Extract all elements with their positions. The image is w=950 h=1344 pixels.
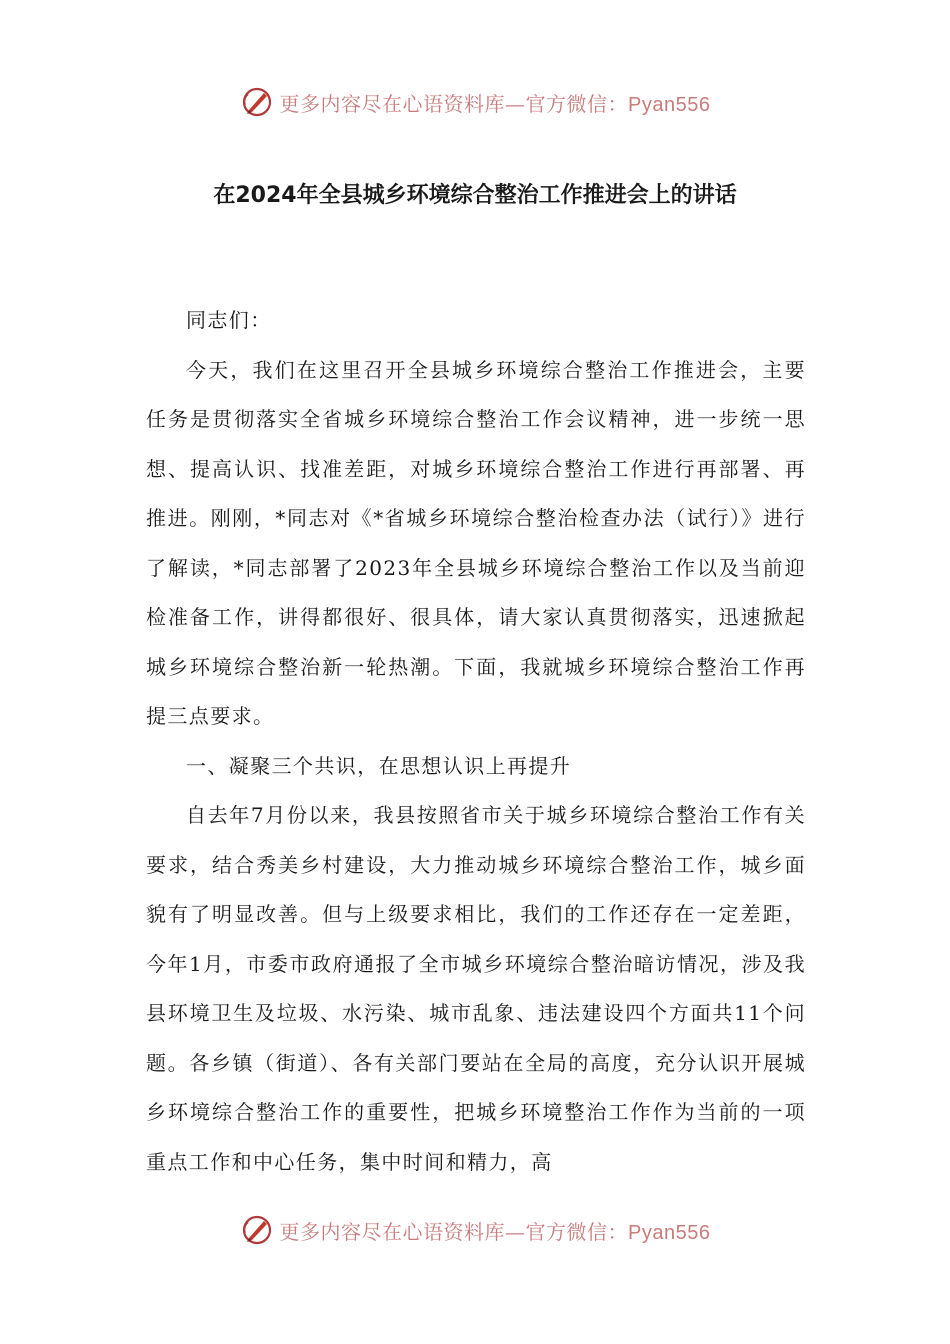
watermark-text: 更多内容尽在心语资料库—官方微信： [279, 1219, 629, 1244]
pen-logo-icon [240, 85, 274, 119]
watermark-wechat-id: Pyan556 [628, 93, 711, 116]
header-watermark [0, 82, 950, 122]
document-body [146, 296, 806, 1187]
watermark-text: 更多内容尽在心语资料库—官方微信： [279, 91, 629, 116]
pen-logo-icon [240, 1213, 274, 1247]
footer-watermark [0, 1210, 950, 1250]
section-heading: 一、凝聚三个共识，在思想认识上再提升 [186, 753, 572, 778]
paragraph: 今天，我们在这里召开全县城乡环境综合整治工作推进会，主要任务是贯彻落实全省城乡环境综合整治工作会议精神，进一步统一思想、提高认识、找准差距，对城乡环境综合整治工作进行再部署、再推进。刚刚，*同志对《*省城乡环境综合整治检查办法（试行）》进行了解读，*同志部署了2023年全县城乡环境综合整治工作以及当前迎检准备工作，讲得都很好、很具体，请大家认真贯彻落实，迅速掀起城乡环境综合整治新一轮热潮。下面，我就城乡环境综合整治工作再提三点要求。 [146, 357, 806, 728]
paragraph: 自去年7月份以来，我县按照省市关于城乡环境综合整治工作有关要求，结合秀美乡村建设，大力推动城乡环境综合整治工作，城乡面貌有了明显改善。但与上级要求相比，我们的工作还存在一定差距，今年1月，市委市政府通报了全市城乡环境综合整治暗访情况，涉及我县环境卫生及垃圾、水污染、城市乱象、违法建设四个方面共11个问题。各乡镇（街道）、各有关部门要站在全局的高度，充分认识开展城乡环境综合整治工作的重要性，把城乡环境整治工作作为当前的一项重点工作和中心任务，集中时间和精力，高 [146, 803, 806, 1174]
document-title: 在2024年全县城乡环境综合整治工作推进会上的讲话 [213, 183, 737, 208]
salutation: 同志们： [186, 308, 272, 332]
watermark-wechat-id: Pyan556 [628, 1221, 711, 1244]
